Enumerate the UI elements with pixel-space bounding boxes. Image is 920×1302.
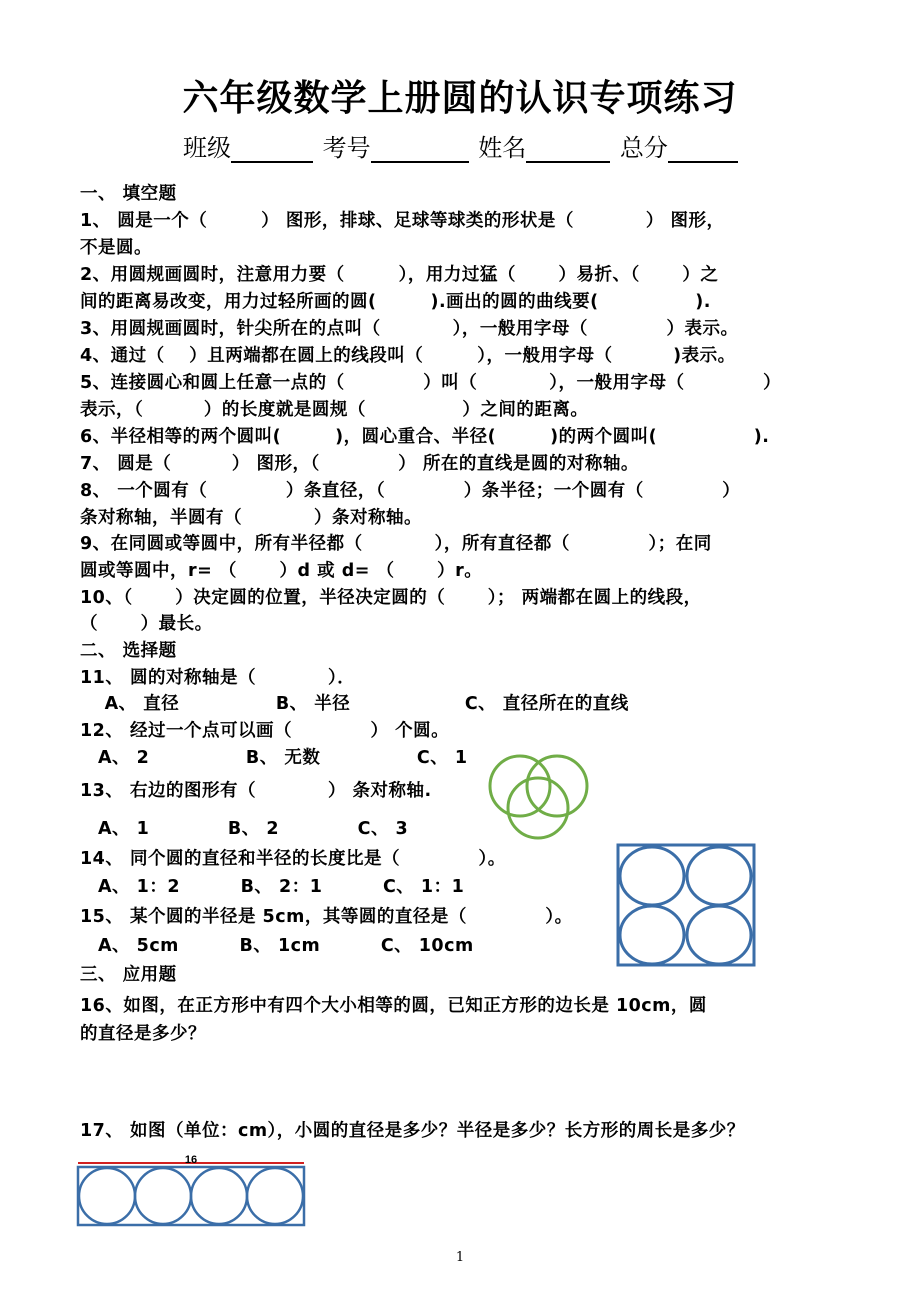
- q1-line2: 不是圆。: [80, 238, 152, 258]
- circle-bottom-right: [687, 906, 751, 964]
- name-label: 姓名: [478, 134, 527, 162]
- q15-line: 15、 某个圆的半径是 5cm，其等圆的直径是（ ）。: [80, 907, 573, 927]
- exam-no-label: 考号: [322, 134, 371, 162]
- q17-line: 17、 如图（单位：cm），小圆的直径是多少？半径是多少？长方形的周长是多少？: [80, 1121, 745, 1141]
- small-circle-2: [135, 1168, 191, 1224]
- q7-line: 7、 圆是（ ） 图形，（ ） 所在的直线是圆的对称轴。: [80, 454, 639, 474]
- circle-top-right: [687, 847, 751, 905]
- q8-line1: 8、 一个圆有（ ）条直径，（ ）条半径；一个圆有（ ）: [80, 481, 741, 501]
- rectangle-four-circles-figure: [76, 1150, 308, 1230]
- q8-line2: 条对称轴，半圆有（ ）条对称轴。: [80, 508, 422, 528]
- score-blank[interactable]: [668, 137, 738, 163]
- three-circles-figure: [480, 748, 595, 843]
- q5-line2: 表示，（ ）的长度就是圆规（ ）之间的距离。: [80, 400, 589, 420]
- circle-top-left: [620, 847, 684, 905]
- q16-line2: 的直径是多少？: [80, 1024, 206, 1044]
- score-label: 总分: [619, 134, 668, 162]
- q2-line2: 间的距离易改变，用力过轻所画的圆( ).画出的圆的曲线要( ).: [80, 292, 711, 312]
- page-title: 六年级数学上册圆的认识专项练习: [182, 78, 738, 119]
- q14-line: 14、 同个圆的直径和半径的长度比是（ ）。: [80, 849, 506, 869]
- exam-no-blank[interactable]: [371, 137, 469, 163]
- page-number: 1: [455, 1250, 465, 1265]
- circle-left: [490, 756, 550, 816]
- q5-line1: 5、连接圆心和圆上任意一点的（ ）叫（ ），一般用字母（ ）: [80, 373, 782, 393]
- student-info-row: [183, 128, 740, 163]
- section-fill-in-heading: 一、 填空题: [80, 184, 177, 204]
- q13-line: 13、 右边的图形有（ ） 条对称轴.: [80, 781, 432, 801]
- circle-bottom-left: [620, 906, 684, 964]
- square-four-circles-figure: [616, 843, 758, 969]
- q10-line1: 10、（ ）决定圆的位置，半径决定圆的（ ）； 两端都在圆上的线段，: [80, 588, 702, 608]
- q9-line1: 9、在同圆或等圆中，所有半径都（ ），所有直径都（ ）；在同: [80, 534, 712, 554]
- section-choice-heading: 二、 选择题: [80, 641, 177, 661]
- q4-line: 4、通过（ ）且两端都在圆上的线段叫（ ），一般用字母（ )表示。: [80, 346, 736, 366]
- q12-line: 12、 经过一个点可以画（ ） 个圆。: [80, 721, 450, 741]
- q3-line: 3、用圆规画圆时，针尖所在的点叫（ ），一般用字母（ ）表示。: [80, 319, 739, 339]
- name-blank[interactable]: [526, 137, 610, 163]
- q16-line1: 16、如图，在正方形中有四个大小相等的圆，已知正方形的边长是 10cm，圆: [80, 996, 707, 1016]
- q11-options: A、 直径 B、 半径 C、 直径所在的直线: [80, 694, 629, 714]
- small-circle-4: [247, 1168, 303, 1224]
- q1-line1: 1、 圆是一个（ ） 图形，排球、足球等球类的形状是（ ） 图形，: [80, 211, 725, 231]
- section-application-heading: 三、 应用题: [80, 965, 177, 985]
- q9-line2: 圆或等圆中，r= （ ）d 或 d= （ ）r。: [80, 561, 483, 581]
- q2-line1: 2、用圆规画圆时，注意用力要（ ），用力过猛（ ）易折、（ ）之: [80, 265, 719, 285]
- dimension-label: 16: [184, 1154, 198, 1166]
- class-label: 班级: [183, 134, 231, 162]
- small-circle-1: [79, 1168, 135, 1224]
- q15-options: A、 5cm B、 1cm C、 10cm: [80, 936, 474, 956]
- outer-square: [618, 845, 754, 965]
- q14-options: A、 1：2 B、 2：1 C、 1：1: [80, 877, 465, 897]
- q6-line: 6、半径相等的两个圆叫( )，圆心重合、半径( )的两个圆叫( ).: [80, 427, 770, 447]
- q10-line2: （ ）最长。: [80, 614, 213, 634]
- class-blank[interactable]: [231, 137, 313, 163]
- q11-line: 11、 圆的对称轴是（ ）．: [80, 668, 356, 688]
- q12-options: A、 2 B、 无数 C、 1: [80, 748, 468, 768]
- small-circle-3: [191, 1168, 247, 1224]
- q13-options: A、 1 B、 2 C、 3: [80, 819, 409, 839]
